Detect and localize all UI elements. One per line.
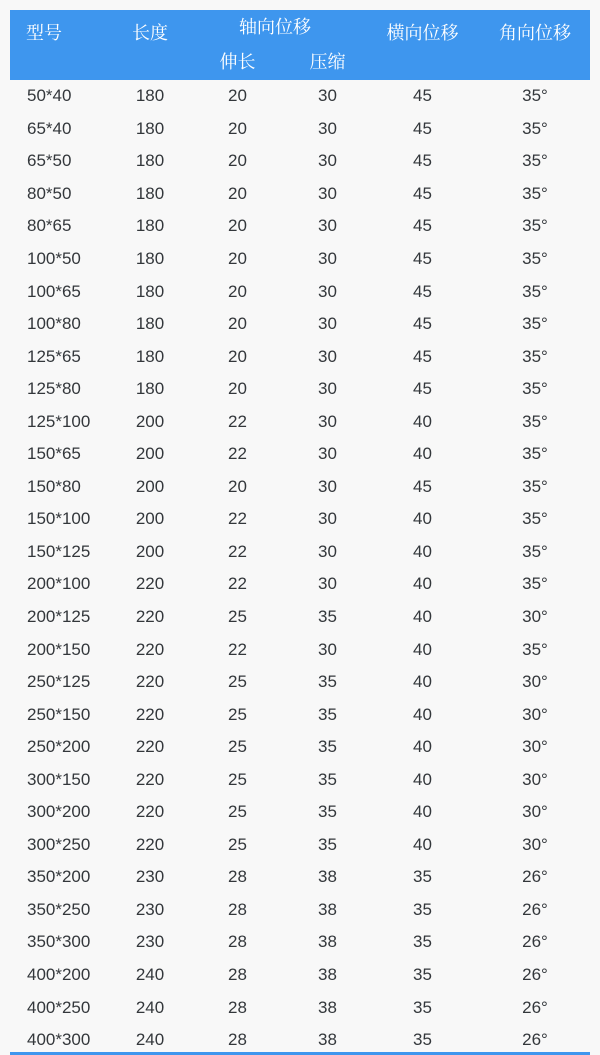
cell-lateral: 35 — [413, 899, 432, 919]
cell-length: 220 — [135, 607, 165, 627]
cell-length: 220 — [135, 574, 165, 594]
cell-model: 350*300 — [27, 932, 91, 952]
cell-length: 200 — [135, 541, 165, 561]
cell-compression: 30 — [318, 346, 337, 366]
header-elongation: 伸长 — [185, 42, 290, 80]
cell-angular: 26° — [522, 997, 548, 1017]
cell-length: 220 — [135, 834, 165, 854]
cell-compression: 35 — [318, 737, 337, 757]
cell-compression: 30 — [318, 541, 337, 561]
cell-lateral: 45 — [413, 216, 432, 236]
cell-lateral: 45 — [413, 151, 432, 171]
cell-elongation: 20 — [228, 118, 247, 138]
cell-length: 180 — [135, 346, 165, 366]
table-row — [10, 471, 590, 504]
cell-lateral: 40 — [413, 574, 432, 594]
cell-lateral: 35 — [413, 965, 432, 985]
cell-length: 180 — [135, 379, 165, 399]
cell-lateral: 45 — [413, 118, 432, 138]
table-row — [10, 698, 590, 731]
cell-length: 200 — [135, 509, 165, 529]
cell-model: 125*80 — [27, 379, 81, 399]
table-row — [10, 210, 590, 243]
cell-lateral: 40 — [413, 541, 432, 561]
cell-lateral: 35 — [413, 867, 432, 887]
cell-model: 100*80 — [27, 314, 81, 334]
cell-compression: 30 — [318, 183, 337, 203]
table-header — [10, 10, 590, 80]
cell-compression: 30 — [318, 216, 337, 236]
cell-compression: 35 — [318, 607, 337, 627]
cell-elongation: 22 — [228, 509, 247, 529]
cell-length: 240 — [135, 965, 165, 985]
cell-length: 200 — [135, 476, 165, 496]
cell-compression: 30 — [318, 444, 337, 464]
table-row — [10, 340, 590, 373]
cell-model: 150*80 — [27, 476, 81, 496]
cell-angular: 35° — [522, 444, 548, 464]
cell-length: 200 — [135, 411, 165, 431]
table-row — [10, 275, 590, 308]
cell-length: 230 — [135, 867, 165, 887]
cell-model: 350*250 — [27, 899, 91, 919]
cell-length: 220 — [135, 802, 165, 822]
cell-elongation: 22 — [228, 541, 247, 561]
table-row — [10, 568, 590, 601]
cell-model: 50*40 — [27, 86, 72, 106]
cell-angular: 35° — [522, 314, 548, 334]
spec-table-container — [10, 10, 590, 1055]
cell-elongation: 20 — [228, 151, 247, 171]
cell-elongation: 20 — [228, 314, 247, 334]
cell-elongation: 22 — [228, 639, 247, 659]
cell-length: 180 — [135, 151, 165, 171]
cell-lateral: 35 — [413, 932, 432, 952]
cell-model: 400*200 — [27, 965, 91, 985]
table-row — [10, 633, 590, 666]
cell-length: 180 — [135, 86, 165, 106]
cell-angular: 35° — [522, 151, 548, 171]
cell-compression: 38 — [318, 899, 337, 919]
cell-elongation: 22 — [228, 411, 247, 431]
cell-elongation: 25 — [228, 802, 247, 822]
cell-model: 250*150 — [27, 704, 91, 724]
cell-lateral: 40 — [413, 672, 432, 692]
cell-model: 250*200 — [27, 737, 91, 757]
cell-angular: 30° — [522, 704, 548, 724]
table-row — [10, 536, 590, 569]
cell-lateral: 35 — [413, 997, 432, 1017]
cell-compression: 38 — [318, 867, 337, 887]
header-axial-displacement: 轴向位移 — [185, 10, 365, 42]
cell-model: 400*250 — [27, 997, 91, 1017]
cell-lateral: 40 — [413, 834, 432, 854]
cell-model: 65*50 — [27, 151, 72, 171]
cell-model: 350*200 — [27, 867, 91, 887]
table-row — [10, 1024, 590, 1055]
cell-elongation: 28 — [228, 965, 247, 985]
cell-length: 180 — [135, 216, 165, 236]
cell-model: 125*100 — [27, 411, 91, 431]
cell-angular: 30° — [522, 769, 548, 789]
cell-angular: 35° — [522, 346, 548, 366]
cell-elongation: 20 — [228, 476, 247, 496]
cell-compression: 30 — [318, 86, 337, 106]
cell-compression: 35 — [318, 704, 337, 724]
cell-length: 220 — [135, 737, 165, 757]
cell-compression: 30 — [318, 281, 337, 301]
cell-angular: 26° — [522, 965, 548, 985]
table-row — [10, 829, 590, 862]
table-body — [10, 80, 590, 1055]
table-row — [10, 926, 590, 959]
cell-elongation: 20 — [228, 216, 247, 236]
cell-lateral: 35 — [413, 1030, 432, 1050]
table-row — [10, 601, 590, 634]
cell-angular: 30° — [522, 607, 548, 627]
table-row — [10, 796, 590, 829]
cell-lateral: 40 — [413, 411, 432, 431]
cell-compression: 38 — [318, 965, 337, 985]
cell-lateral: 45 — [413, 249, 432, 268]
cell-length: 180 — [135, 281, 165, 301]
cell-angular: 35° — [522, 183, 548, 203]
header-angular-displacement: 角向位移 — [480, 10, 590, 80]
cell-compression: 35 — [318, 769, 337, 789]
table-row — [10, 178, 590, 211]
cell-compression: 35 — [318, 802, 337, 822]
cell-length: 180 — [135, 118, 165, 138]
cell-model: 80*65 — [27, 216, 72, 236]
cell-length: 230 — [135, 932, 165, 952]
table-row — [10, 861, 590, 894]
table-row — [10, 959, 590, 992]
cell-lateral: 45 — [413, 314, 432, 334]
cell-angular: 26° — [522, 1030, 548, 1050]
cell-compression: 30 — [318, 118, 337, 138]
cell-elongation: 28 — [228, 932, 247, 952]
cell-angular: 35° — [522, 249, 548, 268]
table-row — [10, 145, 590, 178]
cell-elongation: 20 — [228, 249, 247, 268]
cell-length: 220 — [135, 639, 165, 659]
cell-lateral: 45 — [413, 281, 432, 301]
cell-angular: 35° — [522, 411, 548, 431]
cell-length: 180 — [135, 183, 165, 203]
cell-model: 200*150 — [27, 639, 91, 659]
cell-model: 300*200 — [27, 802, 91, 822]
cell-length: 180 — [135, 314, 165, 334]
cell-angular: 26° — [522, 899, 548, 919]
cell-angular: 35° — [522, 541, 548, 561]
cell-lateral: 40 — [413, 509, 432, 529]
cell-length: 200 — [135, 444, 165, 464]
cell-compression: 38 — [318, 1030, 337, 1050]
cell-model: 125*65 — [27, 346, 81, 366]
cell-elongation: 20 — [228, 86, 247, 106]
table-row — [10, 763, 590, 796]
cell-lateral: 45 — [413, 476, 432, 496]
cell-angular: 30° — [522, 834, 548, 854]
cell-lateral: 45 — [413, 183, 432, 203]
cell-model: 65*40 — [27, 118, 72, 138]
cell-model: 100*50 — [27, 249, 81, 268]
cell-angular: 35° — [522, 118, 548, 138]
cell-angular: 26° — [522, 932, 548, 952]
cell-compression: 30 — [318, 151, 337, 171]
cell-model: 400*300 — [27, 1030, 91, 1050]
cell-angular: 30° — [522, 802, 548, 822]
cell-compression: 30 — [318, 379, 337, 399]
cell-model: 150*65 — [27, 444, 81, 464]
cell-model: 100*65 — [27, 281, 81, 301]
cell-elongation: 25 — [228, 607, 247, 627]
cell-elongation: 28 — [228, 867, 247, 887]
table-row — [10, 438, 590, 471]
cell-length: 240 — [135, 1030, 165, 1050]
cell-lateral: 40 — [413, 704, 432, 724]
cell-length: 220 — [135, 769, 165, 789]
cell-elongation: 28 — [228, 1030, 247, 1050]
cell-elongation: 20 — [228, 379, 247, 399]
cell-lateral: 40 — [413, 639, 432, 659]
cell-model: 300*150 — [27, 769, 91, 789]
cell-angular: 35° — [522, 509, 548, 529]
cell-compression: 30 — [318, 509, 337, 529]
table-row — [10, 308, 590, 341]
cell-elongation: 22 — [228, 574, 247, 594]
cell-angular: 35° — [522, 639, 548, 659]
cell-compression: 38 — [318, 997, 337, 1017]
cell-compression: 35 — [318, 834, 337, 854]
table-row — [10, 731, 590, 764]
cell-angular: 30° — [522, 737, 548, 757]
cell-length: 220 — [135, 672, 165, 692]
cell-elongation: 25 — [228, 704, 247, 724]
cell-model: 150*100 — [27, 509, 91, 529]
cell-compression: 35 — [318, 672, 337, 692]
cell-length: 240 — [135, 997, 165, 1017]
cell-compression: 30 — [318, 476, 337, 496]
table-row — [10, 80, 590, 113]
table-row — [10, 666, 590, 699]
cell-elongation: 20 — [228, 183, 247, 203]
cell-compression: 30 — [318, 249, 337, 268]
cell-lateral: 40 — [413, 444, 432, 464]
header-compression: 压缩 — [290, 42, 365, 80]
cell-elongation: 25 — [228, 834, 247, 854]
cell-compression: 30 — [318, 411, 337, 431]
cell-lateral: 40 — [413, 607, 432, 627]
table-row — [10, 503, 590, 536]
cell-lateral: 40 — [413, 737, 432, 757]
table-row — [10, 373, 590, 406]
cell-elongation: 25 — [228, 737, 247, 757]
cell-elongation: 25 — [228, 769, 247, 789]
cell-angular: 35° — [522, 86, 548, 106]
table-row — [10, 405, 590, 438]
table-row — [10, 243, 590, 276]
cell-compression: 30 — [318, 639, 337, 659]
header-length: 长度 — [115, 10, 185, 80]
cell-angular: 35° — [522, 216, 548, 236]
cell-model: 200*100 — [27, 574, 91, 594]
cell-angular: 35° — [522, 574, 548, 594]
cell-elongation: 28 — [228, 997, 247, 1017]
cell-elongation: 25 — [228, 672, 247, 692]
table-row — [10, 113, 590, 146]
cell-elongation: 28 — [228, 899, 247, 919]
table-row — [10, 991, 590, 1024]
cell-lateral: 40 — [413, 769, 432, 789]
cell-length: 180 — [135, 249, 165, 268]
cell-model: 150*125 — [27, 541, 91, 561]
cell-compression: 30 — [318, 314, 337, 334]
header-lateral-displacement: 横向位移 — [365, 10, 480, 80]
cell-lateral: 45 — [413, 379, 432, 399]
cell-elongation: 20 — [228, 281, 247, 301]
cell-elongation: 20 — [228, 346, 247, 366]
cell-model: 200*125 — [27, 607, 91, 627]
cell-angular: 35° — [522, 281, 548, 301]
cell-model: 300*250 — [27, 834, 91, 854]
header-model: 型号 — [10, 10, 115, 80]
cell-angular: 30° — [522, 672, 548, 692]
cell-length: 220 — [135, 704, 165, 724]
cell-elongation: 22 — [228, 444, 247, 464]
cell-angular: 35° — [522, 476, 548, 496]
cell-model: 250*125 — [27, 672, 91, 692]
cell-model: 80*50 — [27, 183, 72, 203]
cell-angular: 35° — [522, 379, 548, 399]
spec-table — [10, 10, 590, 1055]
header-row-main — [10, 10, 590, 42]
cell-angular: 26° — [522, 867, 548, 887]
cell-compression: 38 — [318, 932, 337, 952]
cell-lateral: 45 — [413, 346, 432, 366]
cell-length: 230 — [135, 899, 165, 919]
cell-lateral: 40 — [413, 802, 432, 822]
cell-lateral: 45 — [413, 86, 432, 106]
table-row — [10, 894, 590, 927]
cell-compression: 30 — [318, 574, 337, 594]
